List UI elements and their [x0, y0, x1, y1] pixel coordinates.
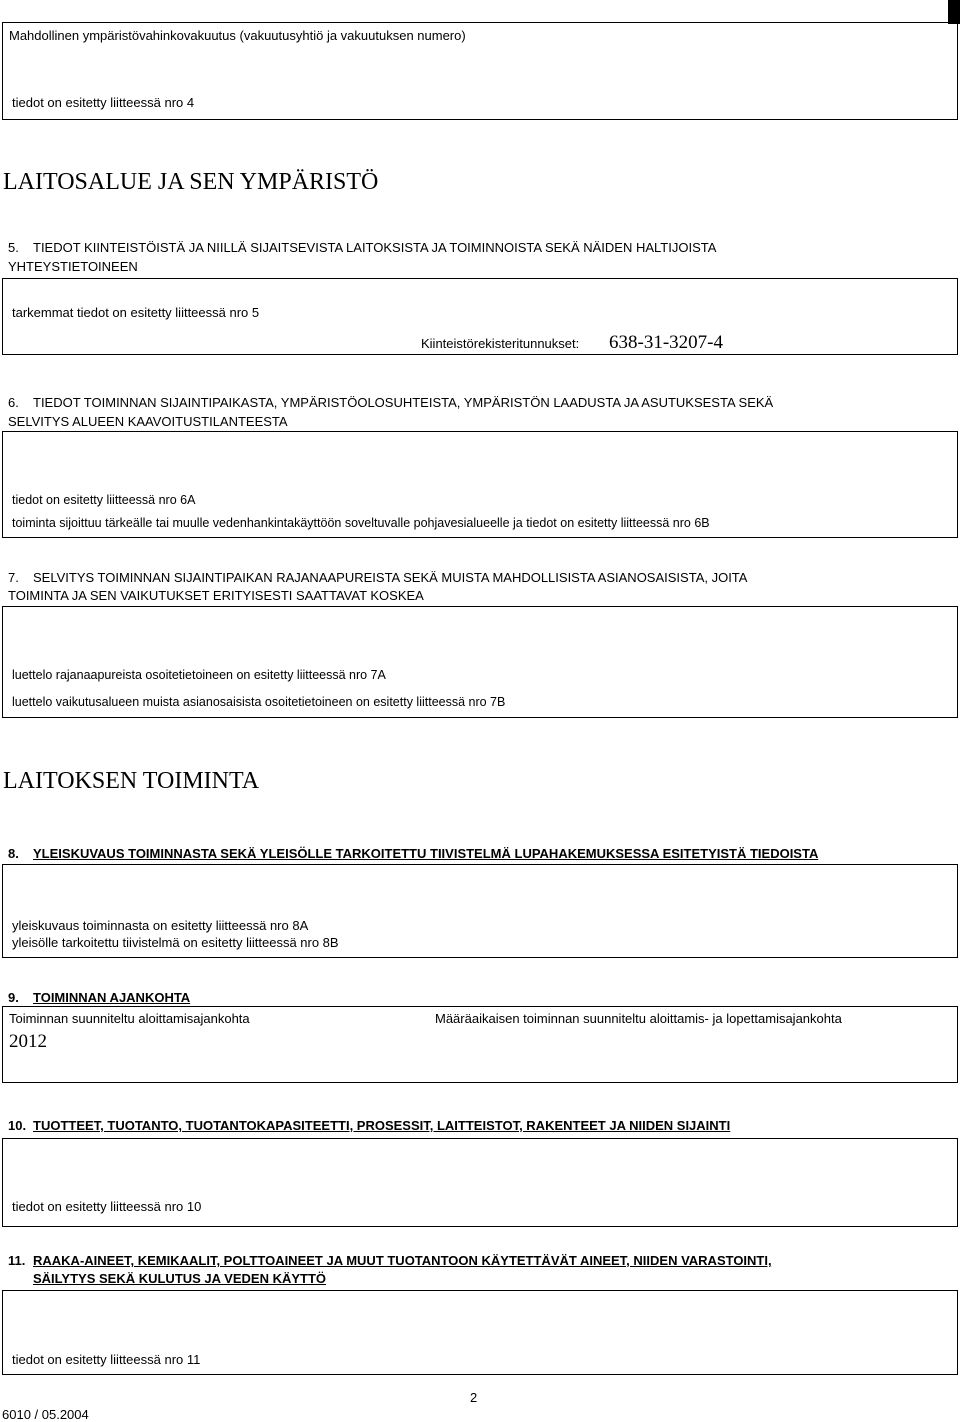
section-title-site: LAITOSALUE JA SEN YMPÄRISTÖ	[3, 169, 379, 195]
fixed-period-label: Määräaikaisen toiminnan suunniteltu aloittamis- ja lopettamisajankohta	[435, 1011, 842, 1026]
s7-note2: luettelo vaikutusalueen muista asianosaisista osoitetietoineen on esitetty liitteessä nro 7B	[12, 695, 506, 709]
insurance-heading: Mahdollinen ympäristövahinkovakuutus (vakuutusyhtiö ja vakuutuksen numero)	[9, 28, 466, 43]
s8-title: YLEISKUVAUS TOIMINNASTA SEKÄ YLEISÖLLE TARKOITETTU TIIVISTELMÄ LUPAHAKEMUKSESSA ESITETYISTÄ TIEDOISTA	[33, 846, 819, 861]
s7-box	[2, 606, 958, 718]
property-id-value: 638-31-3207-4	[609, 332, 723, 353]
start-date-label: Toiminnan suunniteltu aloittamisajankohta	[9, 1011, 250, 1026]
s10-number: 10.	[8, 1118, 27, 1133]
s8-note2: yleisölle tarkoitettu tiivistelmä on esitetty liitteessä nro 8B	[12, 935, 339, 950]
start-date-value: 2012	[9, 1031, 47, 1052]
s7-title-line2: TOIMINTA JA SEN VAIKUTUKSET ERITYISESTI SAATTAVAT KOSKEA	[8, 588, 424, 603]
s6-title-line1: TIEDOT TOIMINNAN SIJAINTIPAIKASTA, YMPÄRISTÖOLOSUHTEISTA, YMPÄRISTÖN LAADUSTA JA ASUTUKSESTA SEKÄ	[33, 395, 774, 410]
s6-number: 6.	[8, 395, 19, 410]
s10-box	[2, 1138, 958, 1227]
s9-title: TOIMINNAN AJANKOHTA	[33, 990, 191, 1005]
corner-mark	[948, 0, 960, 24]
s7-title-line1: SELVITYS TOIMINNAN SIJAINTIPAIKAN RAJANAAPUREISTA SEKÄ MUISTA MAHDOLLISISTA ASIANOSAISISTA, JOITA	[33, 570, 748, 585]
s10-title: TUOTTEET, TUOTANTO, TUOTANTOKAPASITEETTI, PROSESSIT, LAITTEISTOT, RAKENTEET JA NIIDEN SIJAINTI	[33, 1118, 731, 1133]
s6-box	[2, 431, 958, 538]
s6-note2: toiminta sijoittuu tärkeälle tai muulle vedenhankintakäyttöön soveltuvalle pohjavesialueelle ja tiedot on esitetty liitteessä nro 6B	[12, 516, 710, 530]
s5-box	[2, 278, 958, 355]
s6-note1: tiedot on esitetty liitteessä nro 6A	[12, 493, 196, 507]
s11-number: 11.	[8, 1253, 26, 1268]
insurance-box	[2, 22, 958, 120]
s8-number: 8.	[8, 846, 19, 861]
property-id-label: Kiinteistörekisteritunnukset:	[421, 336, 580, 351]
s5-title-line2: YHTEYSTIETOINEEN	[8, 259, 138, 274]
insurance-note: tiedot on esitetty liitteessä nro 4	[12, 95, 195, 110]
s8-box	[2, 864, 958, 958]
s11-title-line2: SÄILYTYS SEKÄ KULUTUS JA VEDEN KÄYTTÖ	[33, 1271, 327, 1286]
s5-number: 5.	[8, 240, 19, 255]
footer-code: 6010 / 05.2004	[2, 1407, 89, 1422]
s5-note: tarkemmat tiedot on esitetty liitteessä nro 5	[12, 305, 260, 320]
s11-box	[2, 1290, 958, 1375]
s11-title-line1: RAAKA-AINEET, KEMIKAALIT, POLTTOAINEET JA MUUT TUOTANTOON KÄYTETTÄVÄT AINEET, NIIDEN VARASTOINTI,	[33, 1253, 772, 1268]
s8-note1: yleiskuvaus toiminnasta on esitetty liitteessä nro 8A	[12, 918, 309, 933]
s9-number: 9.	[8, 990, 19, 1005]
s10-note: tiedot on esitetty liitteessä nro 10	[12, 1199, 202, 1214]
s6-title-line2: SELVITYS ALUEEN KAAVOITUSTILANTEESTA	[8, 414, 288, 429]
section-title-operation: LAITOKSEN TOIMINTA	[3, 768, 260, 794]
s7-note1: luettelo rajanaapureista osoitetietoineen on esitetty liitteessä nro 7A	[12, 668, 386, 682]
page-number: 2	[470, 1390, 478, 1405]
s9-box	[2, 1006, 958, 1083]
s11-note: tiedot on esitetty liitteessä nro 11	[12, 1352, 201, 1367]
s7-number: 7.	[8, 570, 19, 585]
s5-title-line1: TIEDOT KIINTEISTÖISTÄ JA NIILLÄ SIJAITSEVISTA LAITOKSISTA JA TOIMINNOISTA SEKÄ NÄIDEN HALTIJOISTA	[33, 240, 717, 255]
